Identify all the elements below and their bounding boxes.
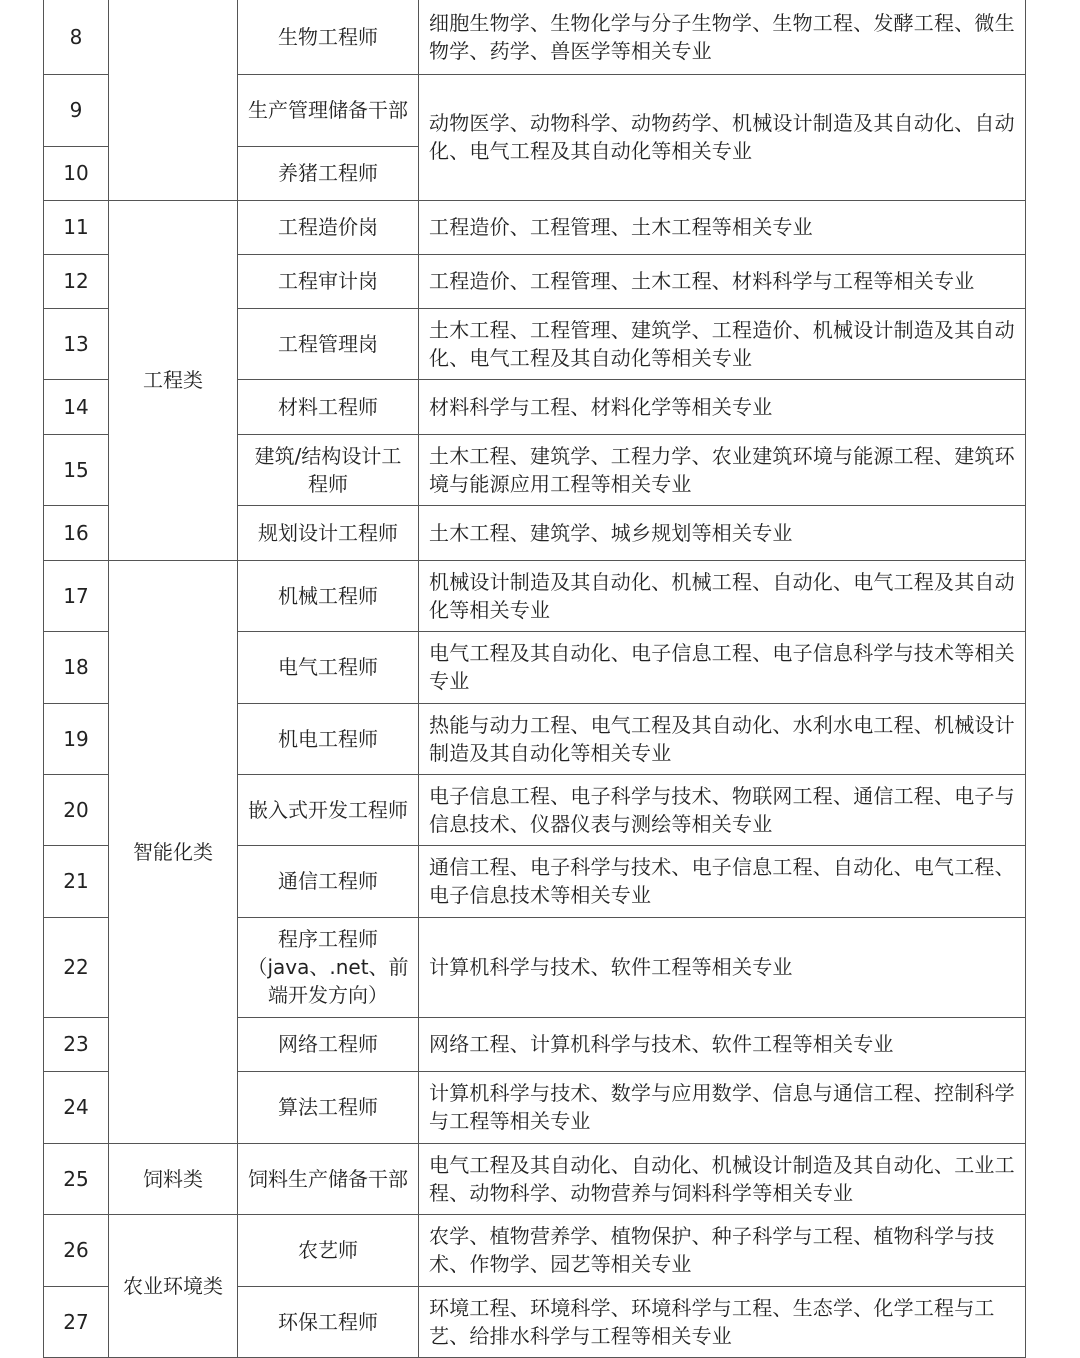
- major-requirements: 环境工程、环境科学、环境科学与工程、生态学、化学工程与工艺、给排水科学与工程等相关专业: [419, 1286, 1026, 1357]
- position-name: 网络工程师: [238, 1017, 419, 1071]
- major-requirements: 工程造价、工程管理、土木工程等相关专业: [419, 200, 1026, 254]
- row-number: 20: [44, 774, 109, 845]
- major-requirements: 网络工程、计算机科学与技术、软件工程等相关专业: [419, 1017, 1026, 1071]
- row-number: 12: [44, 254, 109, 308]
- position-name: 程序工程师（java、.net、前端开发方向）: [238, 917, 419, 1017]
- position-name: 生物工程师: [238, 0, 419, 74]
- row-number: 25: [44, 1143, 109, 1214]
- row-number: 10: [44, 146, 109, 200]
- table-row: [44, 0, 1026, 74]
- row-number: 22: [44, 917, 109, 1017]
- position-name: 机械工程师: [238, 560, 419, 631]
- major-requirements: 材料科学与工程、材料化学等相关专业: [419, 379, 1026, 434]
- major-requirements: 计算机科学与技术、数学与应用数学、信息与通信工程、控制科学与工程等相关专业: [419, 1071, 1026, 1143]
- row-number: 11: [44, 200, 109, 254]
- row-number: 13: [44, 308, 109, 379]
- major-requirements: 电气工程及其自动化、电子信息工程、电子信息科学与技术等相关专业: [419, 631, 1026, 703]
- row-number: 8: [44, 0, 109, 74]
- row-number: 21: [44, 845, 109, 917]
- row-number: 16: [44, 505, 109, 560]
- major-requirements: 土木工程、建筑学、工程力学、农业建筑环境与能源工程、建筑环境与能源应用工程等相关专业: [419, 434, 1026, 505]
- category-label: 智能化类: [109, 560, 238, 1143]
- category-cell-empty: [109, 0, 238, 200]
- position-name: 规划设计工程师: [238, 505, 419, 560]
- major-requirements: 工程造价、工程管理、土木工程、材料科学与工程等相关专业: [419, 254, 1026, 308]
- row-number: 23: [44, 1017, 109, 1071]
- category-label: 饲料类: [109, 1143, 238, 1214]
- category-label: 农业环境类: [109, 1214, 238, 1357]
- category-label: 工程类: [109, 200, 238, 560]
- major-requirements: 农学、植物营养学、植物保护、种子科学与工程、植物科学与技术、作物学、园艺等相关专业: [419, 1214, 1026, 1286]
- major-requirements: 热能与动力工程、电气工程及其自动化、水利水电工程、机械设计制造及其自动化等相关专业: [419, 703, 1026, 774]
- major-requirements: 通信工程、电子科学与技术、电子信息工程、自动化、电气工程、电子信息技术等相关专业: [419, 845, 1026, 917]
- major-requirements: 土木工程、建筑学、城乡规划等相关专业: [419, 505, 1026, 560]
- recruitment-table: [43, 0, 1026, 1358]
- table-row: [44, 200, 1026, 254]
- table-row: [44, 560, 1026, 631]
- row-number: 15: [44, 434, 109, 505]
- major-requirements: 电气工程及其自动化、自动化、机械设计制造及其自动化、工业工程、动物科学、动物营养与饲料科学等相关专业: [419, 1143, 1026, 1214]
- table-row: [44, 1214, 1026, 1286]
- position-name: 农艺师: [238, 1214, 419, 1286]
- row-number: 24: [44, 1071, 109, 1143]
- table-row: [44, 1143, 1026, 1214]
- row-number: 9: [44, 74, 109, 146]
- row-number: 19: [44, 703, 109, 774]
- major-requirements: 机械设计制造及其自动化、机械工程、自动化、电气工程及其自动化等相关专业: [419, 560, 1026, 631]
- position-name: 材料工程师: [238, 379, 419, 434]
- position-name: 机电工程师: [238, 703, 419, 774]
- major-requirements: 土木工程、工程管理、建筑学、工程造价、机械设计制造及其自动化、电气工程及其自动化等相关专业: [419, 308, 1026, 379]
- position-name: 通信工程师: [238, 845, 419, 917]
- row-number: 26: [44, 1214, 109, 1286]
- major-requirements: 计算机科学与技术、软件工程等相关专业: [419, 917, 1026, 1017]
- position-name: 环保工程师: [238, 1286, 419, 1357]
- position-name: 算法工程师: [238, 1071, 419, 1143]
- position-name: 生产管理储备干部: [238, 74, 419, 146]
- position-name: 建筑/结构设计工程师: [238, 434, 419, 505]
- position-name: 电气工程师: [238, 631, 419, 703]
- position-name: 饲料生产储备干部: [238, 1143, 419, 1214]
- row-number: 14: [44, 379, 109, 434]
- major-requirements: 细胞生物学、生物化学与分子生物学、生物工程、发酵工程、微生物学、药学、兽医学等相关专业: [419, 0, 1026, 74]
- position-name: 嵌入式开发工程师: [238, 774, 419, 845]
- position-name: 工程审计岗: [238, 254, 419, 308]
- row-number: 27: [44, 1286, 109, 1357]
- row-number: 17: [44, 560, 109, 631]
- position-name: 养猪工程师: [238, 146, 419, 200]
- position-name: 工程造价岗: [238, 200, 419, 254]
- position-name: 工程管理岗: [238, 308, 419, 379]
- row-number: 18: [44, 631, 109, 703]
- major-requirements: 动物医学、动物科学、动物药学、机械设计制造及其自动化、自动化、电气工程及其自动化等相关专业: [419, 74, 1026, 200]
- major-requirements: 电子信息工程、电子科学与技术、物联网工程、通信工程、电子与信息技术、仪器仪表与测绘等相关专业: [419, 774, 1026, 845]
